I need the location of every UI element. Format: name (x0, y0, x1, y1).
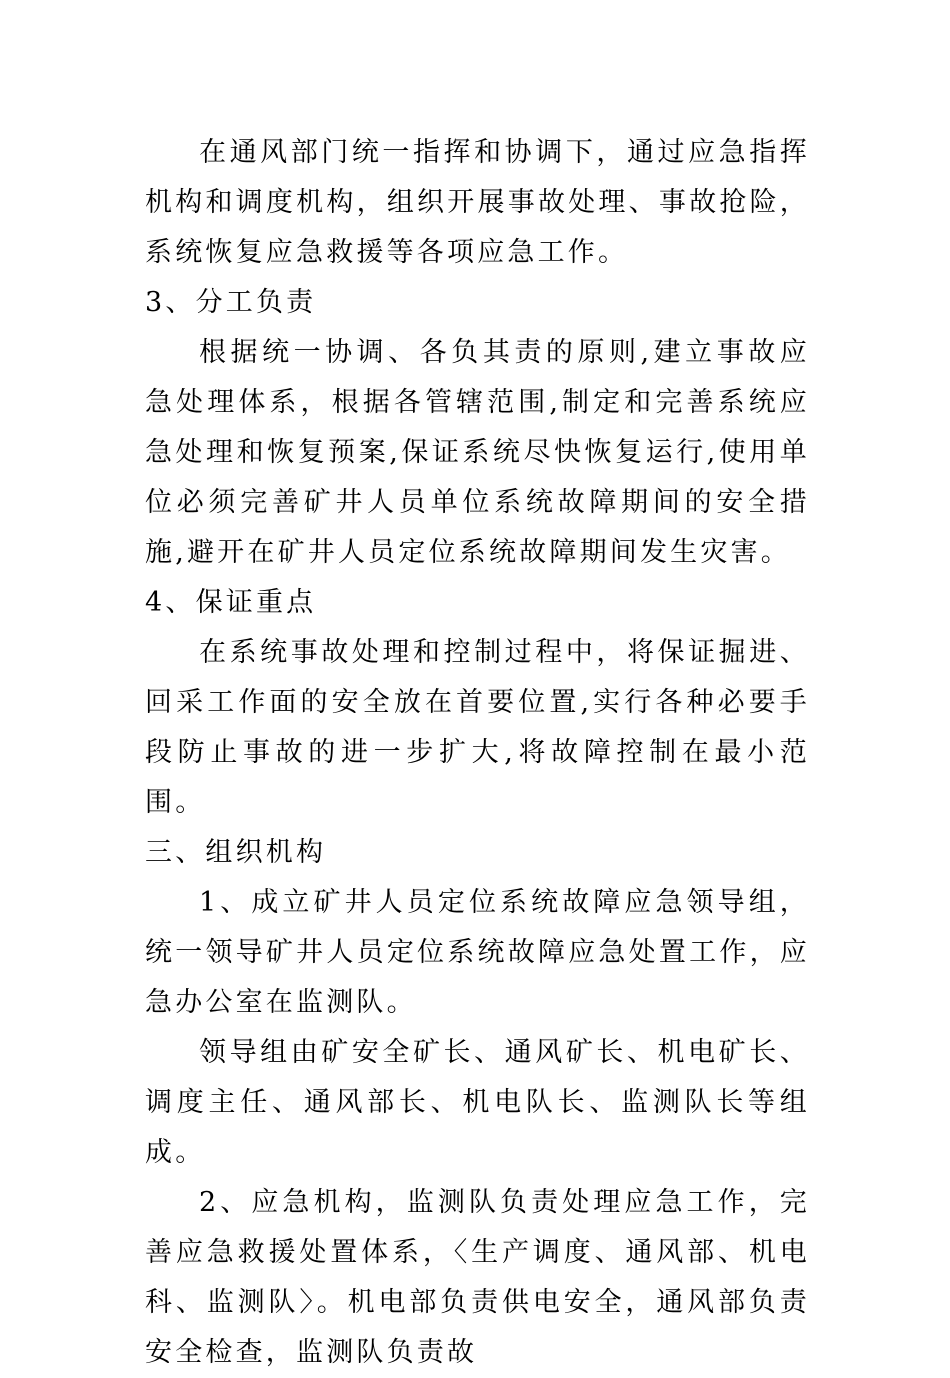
paragraph-leading-group: 1、成立矿井人员定位系统故障应急领导组，统一领导矿井人员定位系统故障应急处置工作，应急办公室在监测队。 (145, 887, 810, 1018)
paragraph-group-members: 领导组由矿安全矿长、通风矿长、机电矿长、调度主任、通风部长、机电队长、监测队长等组成。 (145, 1037, 810, 1168)
paragraph-emergency-agency: 2、应急机构，监测队负责处理应急工作，完善应急救援处置体系，〈生产调度、通风部、机电科、监测队〉。机电部负责供电安全，通风部负责安全检查，监测队负责故 (145, 1187, 810, 1368)
heading-organization: 三、组织机构 (145, 837, 327, 868)
heading-ensure-key-points: 4、保证重点 (145, 587, 317, 618)
document-body (145, 128, 810, 1378)
paragraph-safety-priority: 在系统事故处理和控制过程中，将保证掘进、回采工作面的安全放在首要位置,实行各种必要手段防止事故的进一步扩大,将故障控制在最小范围。 (145, 637, 810, 818)
heading-division-of-responsibility: 3、分工负责 (145, 287, 317, 318)
paragraph-command-coordination: 在通风部门统一指挥和协调下，通过应急指挥机构和调度机构，组织开展事故处理、事故抢险，系统恢复应急救援等各项应急工作。 (145, 137, 810, 268)
paragraph-responsibility-system: 根据统一协调、各负其责的原则,建立事故应急处理体系，根据各管辖范围,制定和完善系统应急处理和恢复预案,保证系统尽快恢复运行,使用单位必须完善矿井人员单位系统故障期间的安全措施,避开在矿井人员定位系统故障期间发生灾害。 (145, 337, 810, 568)
